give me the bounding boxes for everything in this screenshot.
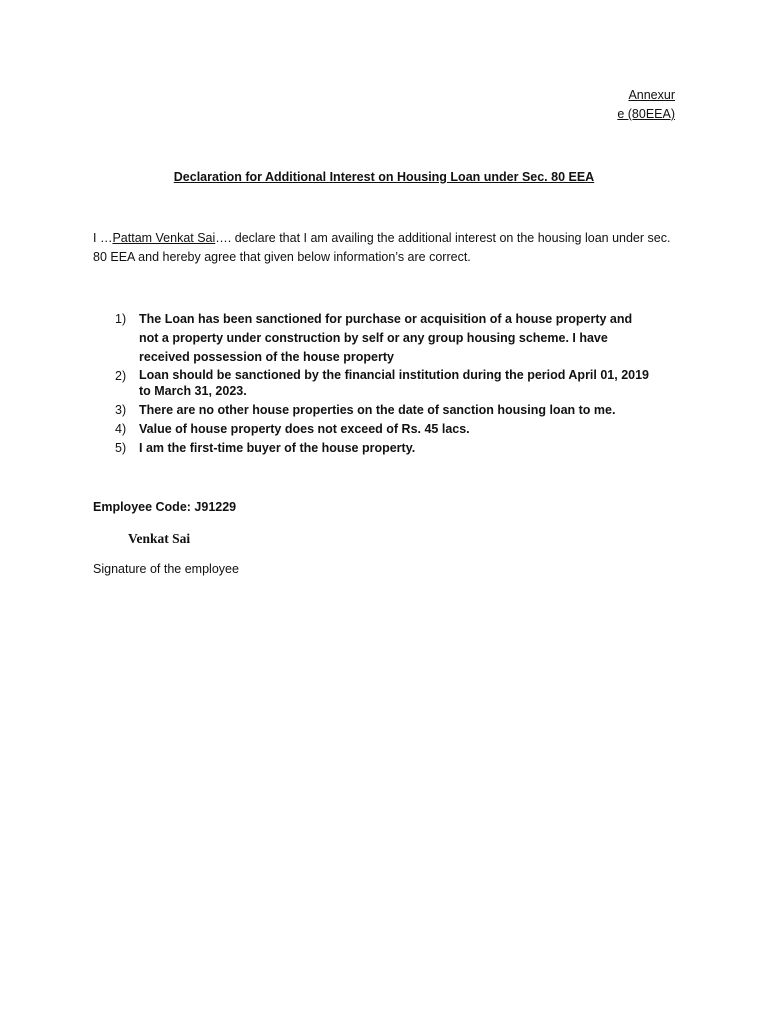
list-item-text: There are no other house properties on the date of sanction housing loan to me. bbox=[139, 403, 616, 417]
list-item-text: Loan should be sanctioned by the financial institution during the period April 01, 2019 to March 31, 2023. bbox=[139, 368, 650, 398]
signature: Venkat Sai bbox=[128, 531, 191, 546]
declaration-suffix: …. declare that I am availing the additional interest on the housing loan under sec. 80 EEA and hereby agree that given below information’s are correct. bbox=[93, 231, 671, 264]
list-item-number: 2) bbox=[115, 369, 127, 383]
list-item-number: 3) bbox=[115, 403, 127, 417]
declaration-prefix: I … bbox=[93, 231, 113, 245]
list-item-text: I am the first-time buyer of the house property. bbox=[139, 441, 416, 455]
document-title: Declaration for Additional Interest on Housing Loan under Sec. 80 EEA bbox=[173, 170, 595, 184]
list-item bbox=[115, 401, 655, 420]
list-item-number: 1) bbox=[115, 312, 127, 326]
annexure-line-2: e (80EEA) bbox=[617, 107, 675, 121]
list-item bbox=[115, 310, 655, 367]
signature-label: Signature of the employee bbox=[93, 562, 239, 576]
employee-code: Employee Code: J91229 bbox=[93, 500, 237, 514]
list-item-number: 5) bbox=[115, 441, 127, 455]
annexure-line-1: Annexur bbox=[628, 88, 675, 102]
list-item bbox=[115, 439, 655, 458]
list-item-text: Value of house property does not exceed of Rs. 45 lacs. bbox=[139, 422, 470, 436]
list-item-number: 4) bbox=[115, 422, 127, 436]
list-item bbox=[115, 420, 655, 439]
declaration-list bbox=[115, 310, 655, 458]
declaration-paragraph bbox=[93, 229, 683, 267]
annexure-label bbox=[595, 86, 675, 124]
declarant-name: Pattam Venkat Sai bbox=[112, 231, 216, 245]
list-item-text: The Loan has been sanctioned for purchase or acquisition of a house property and not a property under construction by self or any group housing scheme. I have received possession of the house property bbox=[139, 312, 633, 364]
list-item bbox=[115, 367, 655, 399]
